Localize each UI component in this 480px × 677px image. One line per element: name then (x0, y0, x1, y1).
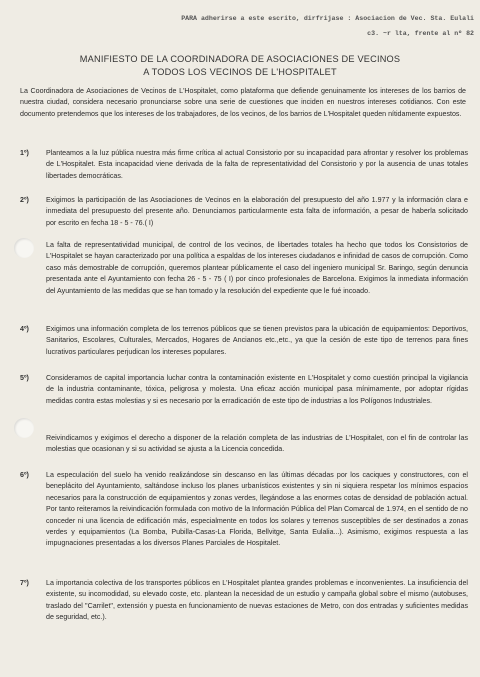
item-text: La especulación del suelo ha venido realizándose sin descanso en las últimas décadas por los caciques y constructores, con el beneplácito del Ayuntamiento, saltándose incluso los planes urbanísticos existentes y sin ni siquiera respetar los mínimos espacios necesarios para la construcción de equipamientos y zonas verdes, llegándose a las enormes cotas de densidad de población actual. Por tanto reiteramos la reivindicación formulada con motivo de la Información Pública del Plan Comarcal de 1.974, en el sentido de no conceder ni una licencia de edificación más, especialmente en todos los solares y terrenos susceptibles de ser destinados a zonas verdes y equipamientos (La Bomba, Pubilla-Casas-La Florida, Bellvitge, Santa Eulalia...). Asimismo, exigimos respuesta a las impugnaciones presentadas a los diversos Planes Parciales de Hospitalet. (46, 471, 468, 548)
header-line-2: c3. ~r lta, frente al nº 82 (367, 30, 474, 37)
item-number: 5º) (20, 374, 29, 382)
item-text: Planteamos a la luz pública nuestra más firme crítica al actual Consistorio por su incapacidad para afrontar y resolver los problemas de L'Hospitalet. Esta incapacidad viene derivada de la falta de representatividad del Consistorio y por la ausencia de unas totales libertades democráticas. (46, 149, 468, 180)
item-number: 2º) (20, 196, 29, 204)
punch-hole (14, 238, 34, 258)
item-text: La falta de representatividad municipal, de control de los vecinos, de libertades totales ha hecho que todos los Consistorios de L'Hospitalet se hayan caracterizado por una política a espaldas de los intereses ciudadanos e infinidad de casos de corrupción. Como caso más demostrable de corrupción, queremos plantear públicamente el caso del ingeniero municipal Sr. Baringo, según denuncia presentada ante el Ayuntamiento con fecha 26 - 5 - 75 ( I) por cinco profesionales de Barcelona. Exigimos la inmediata información del Ayuntamiento de las medidas que se han tomado y la resolución del expediente que le fué incoado. (46, 241, 468, 295)
item-text: Consideramos de capital importancia luchar contra la contaminación existente en L'Hospitalet y como cuestión principal la vigilancia de la industria contaminante, tóxica, peligrosa y molesta. Una eficaz acción municipal pasa mínimamente, por adoptar rígidas medidas contra estas molestias y si es necesario por la erradicación de este tipo de industrias a los Polígonos Industriales. (46, 374, 468, 405)
item-number: 1º) (20, 149, 29, 157)
item-number: 6º) (20, 471, 29, 479)
punch-hole (14, 418, 34, 438)
item-text: La importancia colectiva de los transportes públicos en L'Hospitalet plantea grandes problemas e inconvenientes. La insuficiencia del existente, su incomodidad, su elevado coste, etc. plantean la necesidad de un estudio y campaña global sobre el mismo (autobuses, traslado del "Carrilet", extensión y puesta en funcionamiento de nuevas estaciones de Metro, con dos entradas y suficientes medidas de seguridad, etc.). (46, 579, 468, 622)
item-text: Exigimos una información completa de los terrenos públicos que se tienen previstos para la ubicación de equipamientos: Deportivos, Sanitarios, Escolares, Culturales, Mercados, Hogares de Ancianos etc.,etc., ya que la cesión de este tipo de terrenos para fines lucrativos particulares perjudican los intereses populares. (46, 325, 468, 356)
item-number: 7º) (20, 579, 29, 587)
manifesto-title: MANIFIESTO DE LA COORDINADORA DE ASOCIACIONES DE VECINOS (79, 54, 401, 64)
item-number: 4º) (20, 325, 29, 333)
manifesto-subtitle: A TODOS LOS VECINOS DE L'HOSPITALET (143, 67, 337, 77)
header-line-1: PARA adherirse a este escrito, dirfrijase : Asociacion de Vec. Sta. Eulali (181, 15, 474, 22)
intro-paragraph: La Coordinadora de Asociaciones de Vecinos de L'Hospitalet, como plataforma que defiende genuinamente los intereses de los barrios de nuestra ciudad, considera necesario pronunciarse sobre una serie de cuestiones que inciden en nuestros intereses cotidianos. Con este documento pretendemos que los intereses de los trabajadores, de los vecinos, de los barrios de L'Hospitalet queden nítidamente expuestos. (20, 87, 466, 118)
item-text: Reivindicamos y exigimos el derecho a disponer de la relación completa de las industrias de L'Hospitalet, con el fin de controlar las molestias que ocasionan y si su actividad se ajusta a la Licencia concedida. (46, 434, 468, 454)
item-text: Exigimos la participación de las Asociaciones de Vecinos en la elaboración del presupuesto del año 1.977 y la información clara e inmediata del presupuesto del presente año. Denunciamos particularmente esta falta de información, a pesar de haberla solicitado por escrito en fecha 18 - 5 - 76.( I) (46, 196, 468, 227)
